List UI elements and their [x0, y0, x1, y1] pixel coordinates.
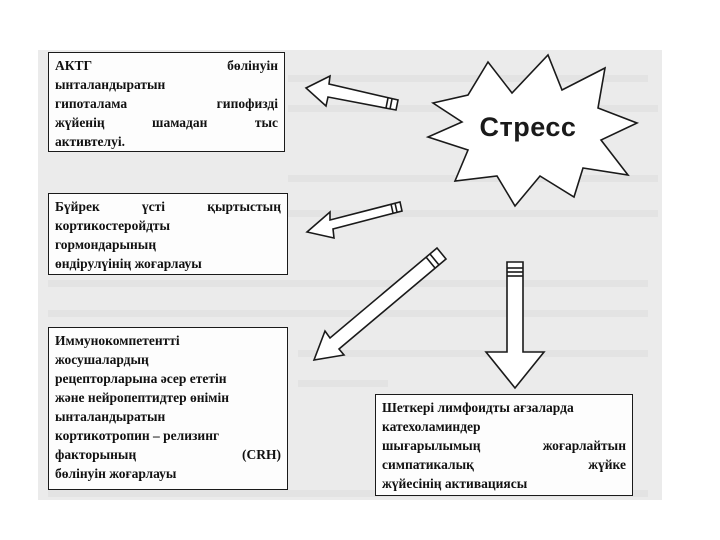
box-line: гормондарының [55, 237, 157, 252]
box-line: рецепторларына әсер ететін [55, 371, 227, 386]
acth-secretion-box [48, 52, 285, 152]
crh-secretion-box [48, 327, 288, 490]
box-line: шығарылымың жоғарлайтын [382, 438, 626, 453]
arrow-to-sympathetic-box [486, 262, 544, 388]
sympathetic-activation-box [375, 394, 633, 496]
box-line: активтелуі. [55, 134, 125, 149]
box-line: бөлінуін жоғарлауы [55, 466, 177, 481]
box-line: Бүйрек үсті қыртыстың [55, 199, 281, 214]
box-line: кортикотропин – релизинг [55, 428, 220, 443]
stress-label: Стресс [479, 112, 577, 142]
box-line: кортикостеройдты [55, 218, 171, 233]
box-line: өндірулүінің жоғарлауы [55, 256, 202, 271]
box-line: гипоталама гипофизді [55, 96, 278, 111]
arrow-to-acth-box [306, 76, 398, 110]
box-line: ынталандыратын [55, 409, 166, 424]
box-line: факторының (CRH) [55, 447, 281, 462]
box-line: жүйесінің активациясы [382, 476, 528, 491]
box-line: ынталандыратын [55, 77, 166, 92]
box-line: катехоламиндер [382, 419, 481, 434]
box-line: АКТГ бөлінуін [55, 58, 278, 73]
adrenal-cortex-box [48, 193, 288, 275]
box-line: симпатикалық жүйке [382, 457, 626, 472]
box-line: жосушалардың [55, 352, 149, 367]
arrow-to-crh-box [314, 248, 446, 360]
box-line: Иммунокомпетентті [55, 333, 180, 348]
box-line: жүйенің шамадан тыс [55, 115, 278, 130]
box-line: Шеткері лимфоидты ағзаларда [382, 400, 574, 415]
box-line: және нейропептидтер өнімін [55, 390, 230, 405]
arrow-to-adrenal-box [307, 202, 402, 238]
